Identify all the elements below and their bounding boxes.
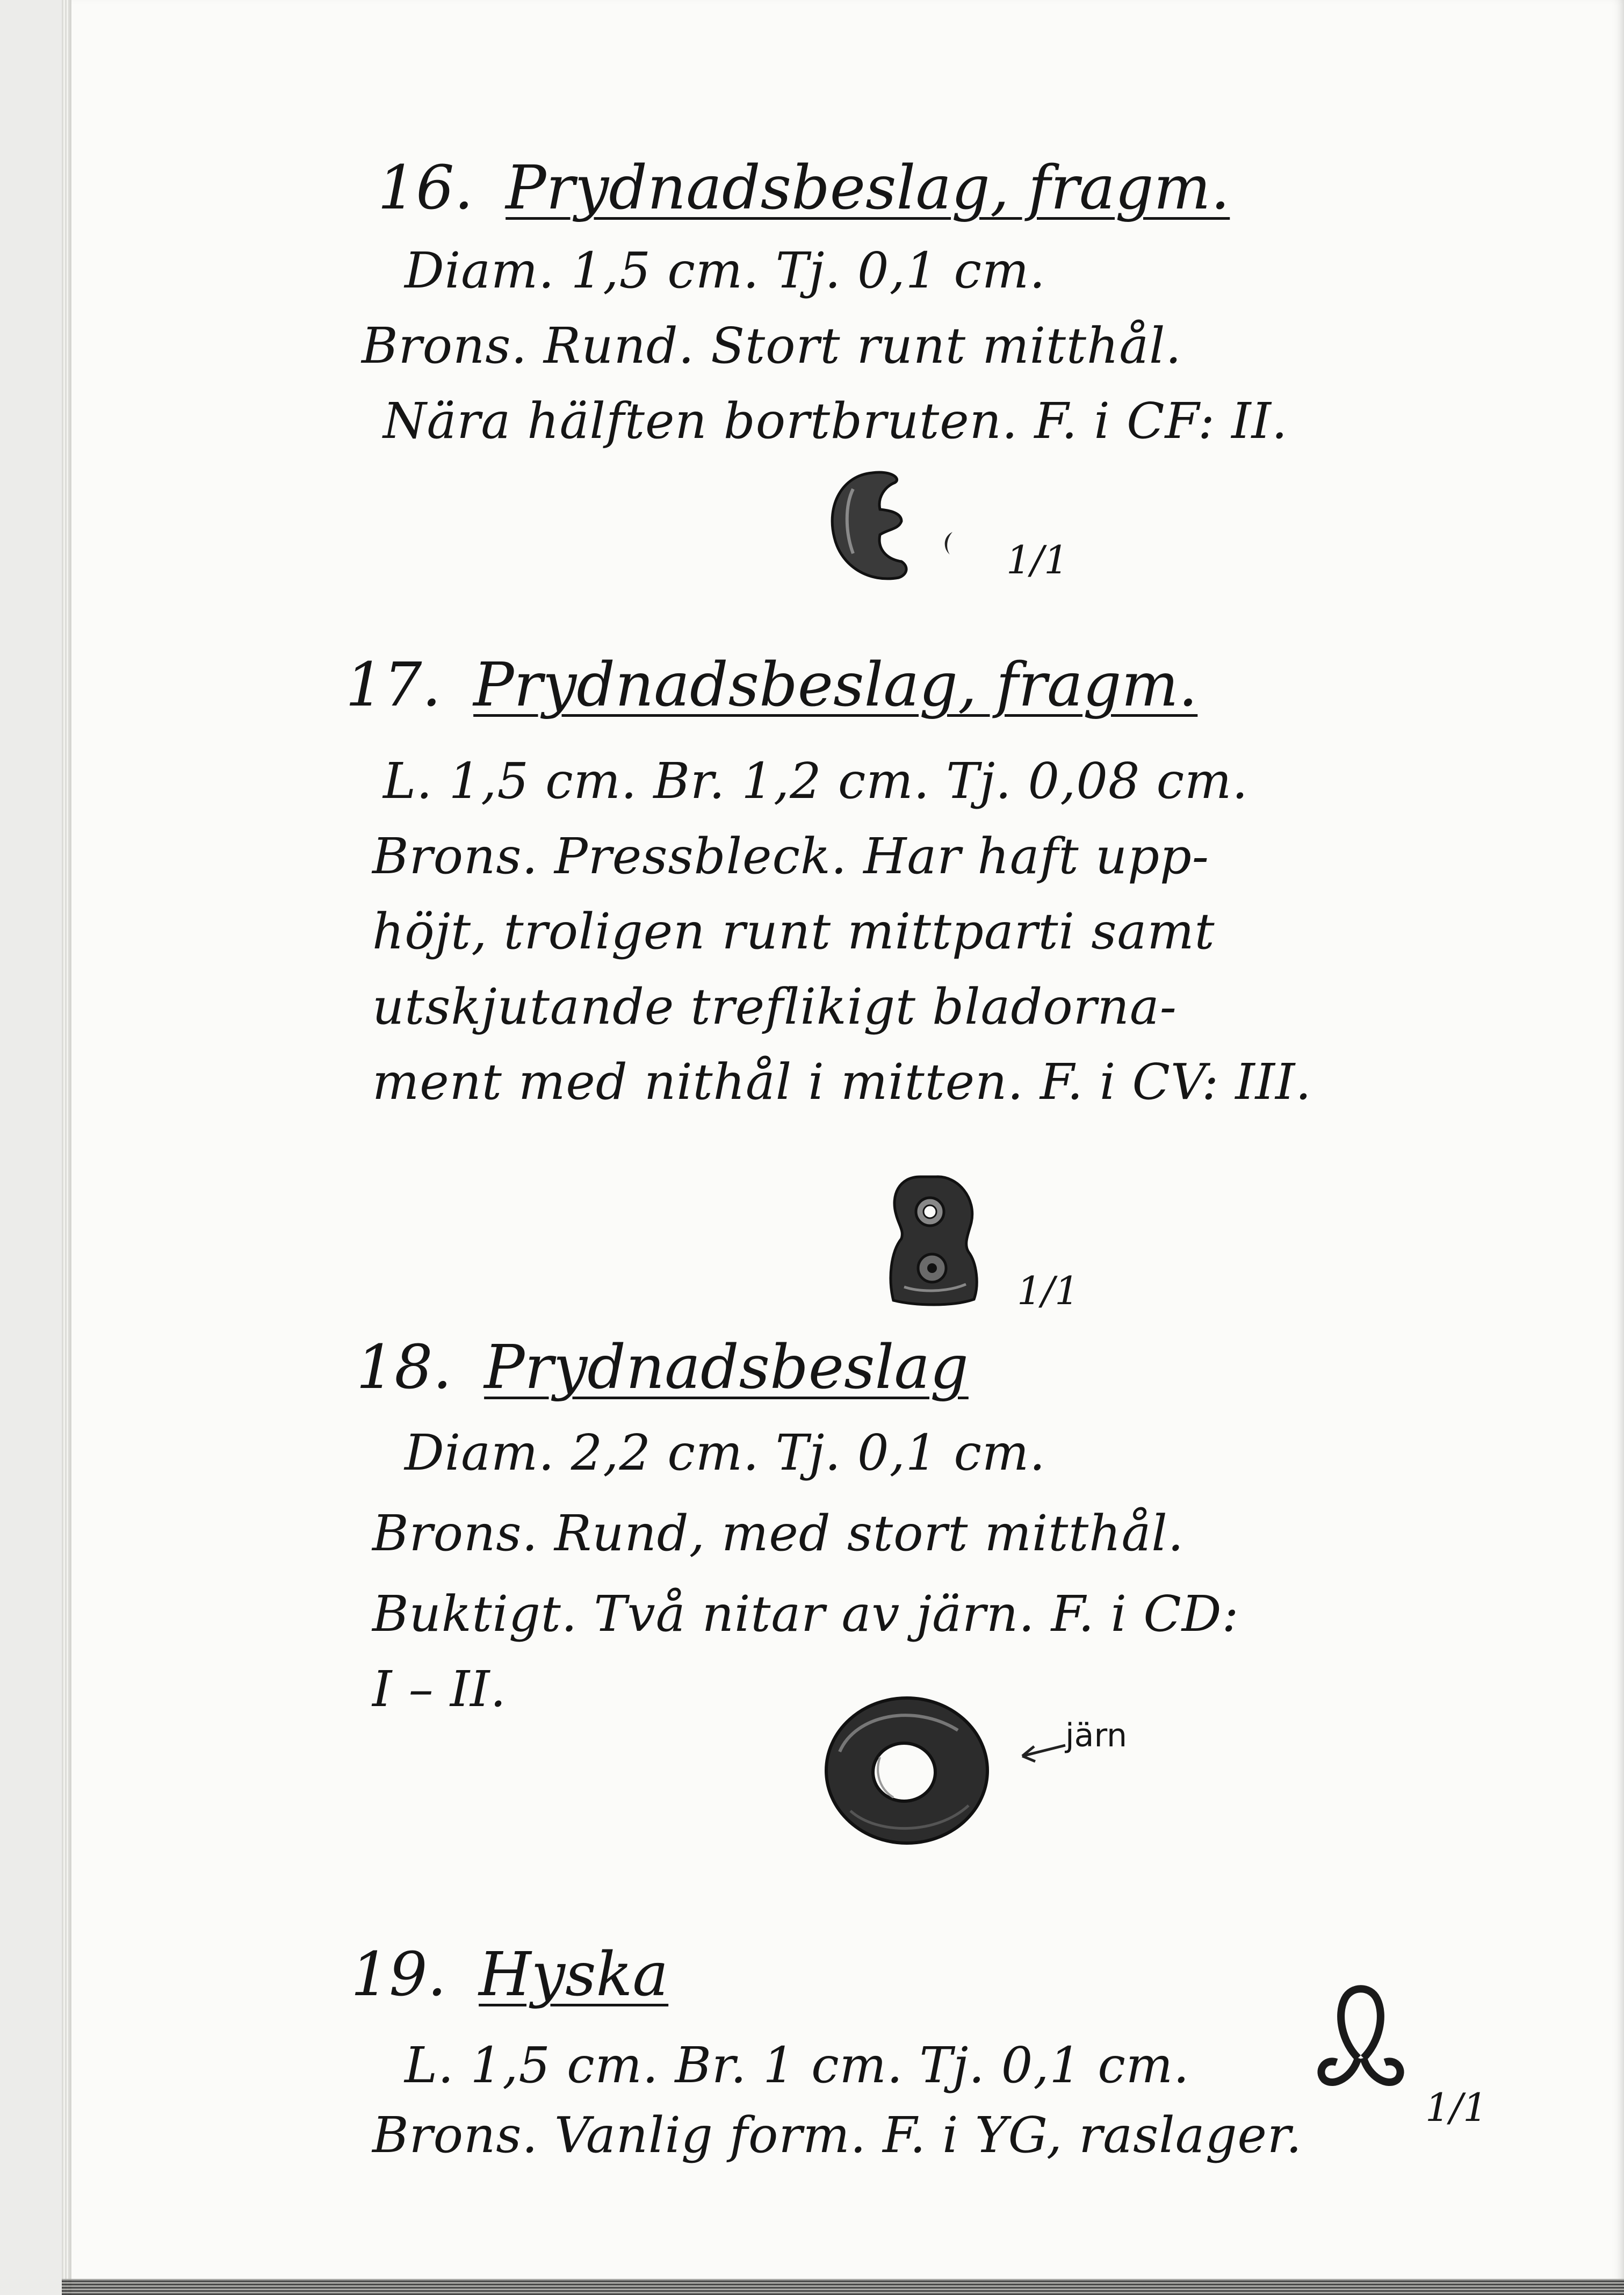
notebook-page xyxy=(70,0,1624,2295)
entry-18-heading xyxy=(356,1333,969,1402)
entry-18-number: 18. xyxy=(356,1333,452,1402)
pressed-mount-icon xyxy=(883,1171,990,1311)
entry-19-line-1: L. 1,5 cm. Br. 1 cm. Tj. 0,1 cm. xyxy=(405,2037,1190,2094)
hook-eye-icon xyxy=(1312,1977,1409,2106)
entry-17-number: 17. xyxy=(345,650,442,720)
entry-16-scale: 1/1 xyxy=(1006,537,1069,582)
entry-17-title: Prydnadsbeslag, fragm. xyxy=(473,650,1198,720)
entry-18-line-3: Buktigt. Två nitar av järn. F. i CD: xyxy=(372,1585,1239,1643)
entry-17-heading xyxy=(345,650,1197,720)
entry-17-line-2: Brons. Pressbleck. Har haft upp- xyxy=(372,828,1209,885)
entry-19-scale: 1/1 xyxy=(1425,2085,1488,2130)
crescent-fragment-icon xyxy=(821,467,1014,596)
entry-18-line-4: I – II. xyxy=(372,1660,507,1718)
entry-16-heading xyxy=(378,153,1230,223)
entry-18-line-2: Brons. Rund, med stort mitthål. xyxy=(372,1505,1185,1562)
entry-19-title: Hyska xyxy=(479,1940,669,2010)
entry-17-line-3: höjt, troligen runt mittparti samt xyxy=(372,903,1215,960)
entry-19-heading xyxy=(351,1940,668,2010)
entry-18-title: Prydnadsbeslag xyxy=(484,1333,969,1402)
entry-18-note: järn xyxy=(1065,1717,1128,1754)
entry-19-line-2: Brons. Vanlig form. F. i YG, raslager. xyxy=(372,2106,1303,2164)
entry-16-line-3: Nära hälften bortbruten. F. i CF: II. xyxy=(383,392,1288,450)
page-bottom-edge xyxy=(62,2279,1624,2295)
entry-16-line-1: Diam. 1,5 cm. Tj. 0,1 cm. xyxy=(405,242,1046,299)
entry-16-number: 16. xyxy=(378,153,474,223)
entry-17-line-4: utskjutande treflikigt bladorna- xyxy=(372,978,1177,1035)
pointer-arrow-icon xyxy=(1017,1736,1071,1768)
ring-mount-icon xyxy=(818,1693,1001,1848)
entry-16-title: Prydnadsbeslag, fragm. xyxy=(506,153,1230,223)
entry-17-line-1: L. 1,5 cm. Br. 1,2 cm. Tj. 0,08 cm. xyxy=(383,752,1248,810)
entry-19-number: 19. xyxy=(351,1940,447,2010)
entry-17-line-5: ment med nithål i mitten. F. i CV: III. xyxy=(372,1053,1312,1111)
entry-17-scale: 1/1 xyxy=(1017,1268,1079,1313)
entry-16-line-2: Brons. Rund. Stort runt mitthål. xyxy=(362,317,1182,375)
entry-18-line-1: Diam. 2,2 cm. Tj. 0,1 cm. xyxy=(405,1424,1046,1481)
